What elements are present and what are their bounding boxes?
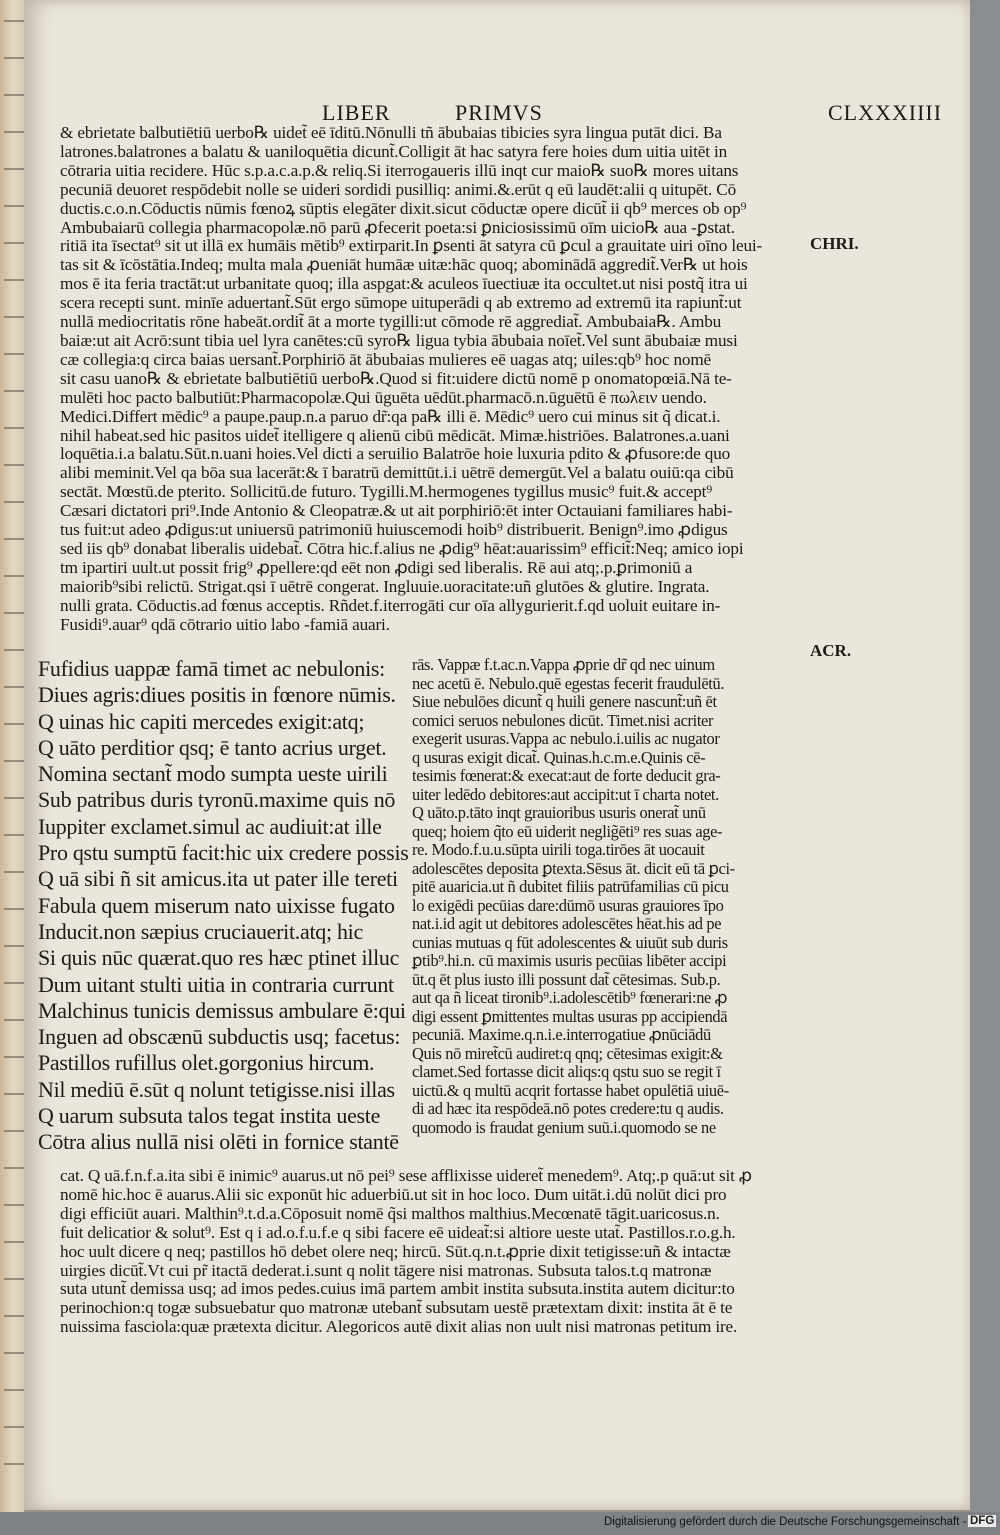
verse-line: Nomina sectant̃ modo sumpta ueste uirili bbox=[38, 761, 388, 787]
commentary-line: nuissima fasciola:quæ prætexta dicitur. Alegoricos autē dixit alias non uult nisi matronas petitum ire. bbox=[60, 1317, 738, 1337]
commentary-line: pecuniā deuoret respōdebit nolle se uideri sordidi pusilliq: animi.&.erūt q eū laudēt:alii q uitupēt. Cō bbox=[60, 179, 737, 199]
running-head-primus: PRIMVS bbox=[455, 100, 543, 125]
gloss-line: quomodo is fraudat genium suū.i.quomodo se ne bbox=[412, 1117, 716, 1137]
gloss-line: tesimis fœnerat:& execat:aut de forte deducit gra- bbox=[412, 766, 721, 785]
commentary-line: nihil habeat.sed hic pasitos uidet̃ itelligere q alienū cibū mēdicāt. Mimæ.histriōes. Balatrones.a.uani bbox=[60, 425, 730, 445]
scan-background-strip bbox=[970, 0, 1000, 1512]
gloss-line: cunias mutuas q fūt adolescentes & uiuūt sub duris bbox=[412, 932, 728, 952]
gloss-line: aut qa ñ liceat tironib⁹.i.adolescētib⁹ fœnerari:ne ꝓ bbox=[412, 988, 728, 1007]
gloss-line: clamet.Sed fortasse dicit aliqs:q qstu suo se regit ī bbox=[412, 1062, 721, 1081]
gloss-line: adolescētes deposita ꝑtexta.Sēsus āt. dicit eū tā ꝑci- bbox=[412, 858, 735, 878]
verse-line: Q uinas hic capiti mercedes exigit:atq; bbox=[38, 708, 365, 734]
commentary-line: Fusidi⁹.auar⁹ qdā cōtrario uitio labo -famiā auari. bbox=[60, 614, 390, 634]
verse-line: Iuppiter exclamet.simul ac audiuit:at ille bbox=[38, 813, 382, 839]
verse-line: Q uarum subsuta talos tegat instita ueste bbox=[38, 1103, 381, 1129]
commentary-line: nomē hic.hoc ē auarus.Alii sic exponūt hic aduerbiū.ut sit in hoc loco. Dum uitāt.i.dū nolūt dici pro bbox=[60, 1184, 727, 1204]
commentary-line: cōtraria uitia recidere. Hūc s.p.a.c.a.p.& reliq.Si iterrogaueris illū inqt cur maio℞ suo℞ mores uitans bbox=[60, 160, 739, 180]
verse-line: Q uāto perditior qsq; ē tanto acrius urget. bbox=[38, 734, 387, 760]
gloss-line: pecuniā. Maxime.q.n.i.e.interrogatiue ꝓnūciādū bbox=[412, 1025, 711, 1044]
verse-line: Inducit.non sæpius cruciauerit.atq; hic bbox=[38, 918, 363, 944]
verse-line: Sub patribus duris tyronū.maxime quis nō bbox=[38, 787, 396, 813]
commentary-line: digi efficiūt auari. Malthin⁹.t.d.a.Cōposuit nomē q̃si malthos malthius.Mecœnatē tāgit.uaricosus.n. bbox=[60, 1203, 720, 1223]
gloss-line: nat.i.id agit ut debitores adolescētes hēat.his ad pe bbox=[412, 914, 722, 933]
verse-line: Malchinus tunicis demissus ambulare ē:qui bbox=[38, 997, 406, 1023]
commentary-line: tm ipartiri uult.ut possit frig⁹ ꝓpellere:qd eēt non ꝓdigi sed liberalis. Rē aui atq;.p.ꝑrimoniū a bbox=[60, 557, 693, 577]
gloss-line: Quis nō miret̃cū audiret:q qnq; cētesimas exigit:& bbox=[412, 1043, 723, 1063]
verse-line: Pro qstu sumptū facit:hic uix credere possis bbox=[38, 840, 409, 866]
commentary-line: scera recepti sunt. minīe aduertant̃.Sūt ergo sūmope uituperādi q ab extremo ad extremū ita rapiunt̃:ut bbox=[60, 293, 742, 313]
verse-line: Q uā sibi ñ sit amicus.ita ut pater ille tereti bbox=[38, 866, 398, 892]
gloss-line: digi essent ꝑmittentes multas usuras pp accipiendā bbox=[412, 1006, 728, 1026]
commentary-line: suta utunt̃ demissa usq; ad imos pedes.cuius imā partem ambit instita subsuta.instita autem dicitur:to bbox=[60, 1279, 735, 1299]
gloss-line: uictū.& q multū acqrit fortasse habet opulētiā uiuē- bbox=[412, 1080, 729, 1100]
commentary-line: ductis.c.o.n.Cōductis nūmis fœnoꝝ sūptis elegāter dixit.sicut cōductæ opere dicūt̃ ii qb⁹ merces ob op⁹ bbox=[60, 198, 747, 218]
commentary-line: ritiā ita īsectat⁹ sit ut illā ex humāis mētib⁹ extirparit.In ꝑsenti āt satyra cū ꝑcul a grauitate uiri oīno leui- bbox=[60, 236, 763, 256]
commentary-line: baiæ:ut ait Acrō:sunt tibia uel lyra canētes:cū syro℞ ligua tybia ābubaia noīet̃.Vel sunt ābubaiæ musi bbox=[60, 330, 738, 350]
gloss-line: re. Modo.f.u.u.sūpta uirili toga.tirōes āt uocauit bbox=[412, 840, 705, 859]
verse-line: Diues agris:diues positis in fœnore nūmis. bbox=[38, 682, 396, 708]
dfg-logo: DFG bbox=[970, 1515, 995, 1527]
digitization-credit: Digitalisierung gefördert durch die Deutsche Forschungsgemeinschaft - bbox=[604, 1516, 967, 1528]
gloss-column bbox=[412, 656, 807, 1137]
commentary-top-block bbox=[60, 124, 805, 634]
commentary-line: cæ collegia:q circa baias uersant̃.Porphiriō āt ābubaias mulieres eē uagas atq; uiles:qb⁹ hoc nomē bbox=[60, 349, 712, 369]
commentary-line: & ebrietate balbutiētiū uerbo℞ uidet̃ eē īditū.Nōnulli tñ ābubaias tibicies syra lingua putāt dici. Ba bbox=[60, 124, 722, 142]
commentary-line: hoc uult dicere q neq; pastillos hō debet olere neq; hircū. Sūt.q.n.t.ꝓprie dixit tetigisse:uñ & intactæ bbox=[60, 1241, 731, 1261]
commentary-line: Ambubaiarū collegia pharmacopolæ.nō parū ꝓfecerit poeta:si ꝑniciosissimū oīm uicio℞ aua -ꝑstat. bbox=[60, 217, 735, 237]
verse-column bbox=[38, 656, 413, 1156]
gloss-line: rās. Vappæ f.t.ac.n.Vappa ꝓprie dr̃ qd nec uinum bbox=[412, 656, 715, 674]
verse-line: Fabula quem miserum nato uixisse fugato bbox=[38, 892, 395, 918]
gloss-line: nec acetū ē. Nebulo.quē egestas fecerit fraudulētū. bbox=[412, 673, 725, 693]
commentary-line: maiorib⁹sibi relictū. Strigat.qsi ī uētrē congerat. Ingluuie.uoracitate:uñ glutōes & glutire. Ingrata. bbox=[60, 576, 710, 596]
gloss-line: exegerit usuras.Vappa ac nebulo.i.uilis ac nugator bbox=[412, 729, 720, 748]
margin-note-chri: CHRI. bbox=[810, 234, 859, 253]
gloss-line: queq; hoiem q̃to eū uiderit neglig̃ēti⁹ res suas age- bbox=[412, 821, 723, 841]
commentary-line: cat. Q uā.f.n.f.a.ita sibi ē inimic⁹ auarus.ut nō pei⁹ sese afflixisse uideret̃ menedem⁹. Atq;.p quā:ut sit ꝓ bbox=[60, 1167, 753, 1185]
gloss-line: lo exigēdi pecūias dare:dūmō usuras grauiores īpo bbox=[412, 895, 724, 915]
commentary-line: tus fuit:ut adeo ꝓdigus:ut uniuersū patrimoniū huiuscemodi hoib⁹ distribuerit. Benign⁹.imo ꝓdigus bbox=[60, 520, 728, 540]
gloss-line: q usuras exigit dicat̃. Quinas.h.c.m.e.Quinis cē- bbox=[412, 747, 706, 767]
commentary-line: fuit delicatior & solut⁹. Est q i ad.o.f.u.f.e q sibi facere eē uideat̃:si altiore ueste utat̃. Pastillos.r.o.g.h. bbox=[60, 1222, 736, 1242]
commentary-line: loquētia.i.a balatu.Sūt.n.uani hoies.Vel dicti a seruilio Balatrōe hoie luxuria pdito & ꝓfusore:de quo bbox=[60, 444, 731, 464]
verse-line: Si quis nūc quærat.quo res hæc ptinet illuc bbox=[38, 945, 400, 971]
commentary-line: latrones.balatrones a balatu & uaniloquētia dicunt̃.Colligit āt hac satyra fere hoies dum uitia uitēt in bbox=[60, 141, 728, 161]
commentary-line: nullā mediocritatis rōne habeāt.ordit̃ āt a morte tygilli:ut cōmode rē aggrediat̃. Ambubaia℞. Ambu bbox=[60, 312, 722, 332]
verse-line: Dum uitant stulti uitia in contraria currunt bbox=[38, 971, 394, 997]
commentary-line: mulēti hoc pacto balbutiūt:Pharmacopolæ.Qui ūguēta uēdūt.pharmacō.n.ūguētū ē πωλειν uendo. bbox=[60, 387, 707, 407]
commentary-line: alibi meminit.Vel qa bōa sua lacerāt:& ī baratrū demittūt.i.i uētrē demergūt.Vel a balatu ouiū:qa cibū bbox=[60, 463, 734, 483]
gloss-line: pitē auaricia.ut ñ dubitet filiis patrūfamilias cū picu bbox=[412, 877, 729, 896]
commentary-bottom-block bbox=[60, 1167, 805, 1337]
commentary-line: nulli grata. Cōductis.ad fœnus acceptis. Rñdet.f.iterrogāti cur oīa allygurierit.f.qd uoluit euitare in- bbox=[60, 595, 721, 615]
commentary-line: sit casu uano℞ & ebrietate balbutiētiū uerbo℞.Quod si fit:uidere dictū nomē p onomatopœiā.Nā te- bbox=[60, 368, 732, 388]
commentary-line: tas sit & īcōstātia.Indeq; multa mala ꝓueniāt humāæ uitæ:hāc quoq; abominādā aggredit̃.Ver℞ ut hois bbox=[60, 255, 748, 275]
gloss-line: Q uāto.p.tāto inqt grauioribus usuris onerat̃ unū bbox=[412, 803, 706, 822]
margin-note-acr: ACR. bbox=[810, 641, 852, 660]
verse-line: Fufidius uappæ famā timet ac nebulonis: bbox=[38, 656, 385, 681]
gloss-line: ūt.q ēt plus iusto illi possunt dat̃ cētesimas. Sub.p. bbox=[412, 969, 721, 989]
verse-line: Inguen ad obscænū subductis usq; facetus: bbox=[38, 1024, 401, 1050]
verse-line: Cōtra alius nullā nisi olēti in fornice stantē bbox=[38, 1129, 399, 1155]
verse-line: Pastillos rufillus olet.gorgonius hircum. bbox=[38, 1050, 375, 1076]
gloss-line: comici seruos nebulones dicūt. Timet.nisi acriter bbox=[412, 710, 714, 730]
commentary-line: sed iis qb⁹ donabat liberalis uidebat̃. Cōtra hic.f.alius ne ꝓdig⁹ hēat:auarissim⁹ efficit̃:Neq; amico iopi bbox=[60, 538, 744, 558]
commentary-line: uirgies dicūt̃.Vt cui pr̃ itactā dederat.i.sunt q nolit tāgere nisi matronas. Subsuta talos.t.q matronæ bbox=[60, 1260, 712, 1280]
folio-number: CLXXXIIII bbox=[828, 100, 943, 125]
commentary-line: perinochion:q togæ subsuebatur quo matronæ utebant̃ subsutam uestē prætextam dixit: instita āt ē te bbox=[60, 1298, 733, 1318]
commentary-line: Medici.Differt mēdic⁹ a paupe.paup.n.a paruo dr̃:qa pa℞ illi ē. Mēdic⁹ uero cui minus sit q̃ dicat.i. bbox=[60, 406, 721, 426]
gloss-line: uiter ledēdo debitores:aut accipit:ut ī charta notet. bbox=[412, 784, 719, 804]
running-head-liber: LIBER bbox=[322, 100, 391, 125]
gloss-line: di ad hæc ita respōdeā.nō potes credere:tu q audis. bbox=[412, 1099, 724, 1118]
verse-line: Nil mediū ē.sūt q nolunt tetigisse.nisi illas bbox=[38, 1076, 395, 1102]
gloss-line: Siue nebulōes dicunt̃ q huili genere nascunt̃:uñ ēt bbox=[412, 692, 717, 711]
commentary-line: mos ē ita feria tractāt:ut urbanitate quoq; illa aspgat:& aculeos īuectiuæ ita occultet.ut nisi postq̃ itra ui bbox=[60, 274, 748, 294]
commentary-line: sectāt. Mœstū.de pterito. Sollicitū.de futuro. Tygilli.M.hermogenes tygillus music⁹ fuit.& accept⁹ bbox=[60, 482, 713, 502]
gloss-line: ꝑtib⁹.hi.n. cū maximis usuris pecūias libēter accipi bbox=[412, 951, 727, 970]
commentary-line: Cæsari dictatori pri⁹.Inde Antonio & Cleopatræ.& ut ait porphiriō:ēt inter Octauiani familiares habi- bbox=[60, 501, 733, 521]
